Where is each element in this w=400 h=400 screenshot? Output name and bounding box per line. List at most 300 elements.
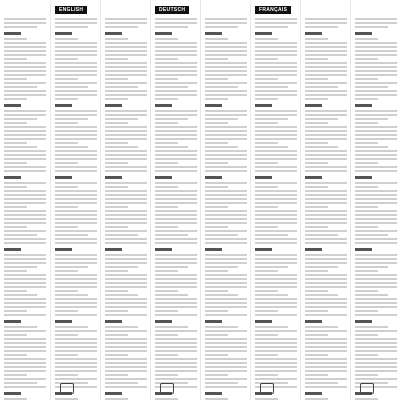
text-line xyxy=(355,86,388,88)
text-line xyxy=(155,202,197,204)
text-line xyxy=(105,170,147,172)
text-line xyxy=(55,334,78,336)
text-line xyxy=(205,18,247,20)
text-line xyxy=(4,66,46,68)
section-heading xyxy=(255,248,272,251)
text-line xyxy=(105,298,147,300)
text-line xyxy=(355,82,397,84)
text-line xyxy=(4,162,27,164)
text-line xyxy=(355,42,397,44)
text-line xyxy=(55,142,78,144)
text-line xyxy=(355,342,397,344)
text-line xyxy=(155,242,197,244)
text-line xyxy=(205,130,247,132)
section-heading xyxy=(255,320,272,323)
text-line xyxy=(355,66,397,68)
section-heading xyxy=(205,392,222,395)
text-line xyxy=(155,74,197,76)
text-line xyxy=(205,298,247,300)
section-heading xyxy=(205,32,222,35)
text-line xyxy=(205,126,247,128)
section-heading xyxy=(4,176,21,179)
text-line xyxy=(305,370,347,372)
section-heading xyxy=(355,176,372,179)
text-line xyxy=(105,146,138,148)
text-line xyxy=(205,54,247,56)
text-line xyxy=(255,130,297,132)
text-line xyxy=(105,82,147,84)
text-line xyxy=(105,94,147,96)
text-line xyxy=(305,94,347,96)
text-line xyxy=(355,18,397,20)
text-line xyxy=(55,274,97,276)
section-heading xyxy=(105,248,122,251)
text-line xyxy=(55,158,97,160)
text-line xyxy=(155,42,197,44)
text-line xyxy=(255,310,278,312)
text-line xyxy=(355,258,397,260)
text-line xyxy=(4,238,46,240)
text-line xyxy=(255,74,297,76)
text-line xyxy=(55,50,97,52)
column-1-text xyxy=(4,18,46,392)
text-line xyxy=(355,370,397,372)
text-line xyxy=(305,170,347,172)
text-line xyxy=(355,54,397,56)
text-line xyxy=(155,238,197,240)
text-line xyxy=(55,362,97,364)
text-line xyxy=(205,302,247,304)
text-line xyxy=(155,110,197,112)
text-line xyxy=(105,278,147,280)
text-line xyxy=(205,94,247,96)
text-line xyxy=(255,266,288,268)
text-line xyxy=(255,366,297,368)
text-line xyxy=(105,190,147,192)
text-line xyxy=(155,330,197,332)
section-heading xyxy=(355,320,372,323)
text-line xyxy=(355,182,397,184)
column-5-text xyxy=(205,18,247,392)
text-line xyxy=(155,66,197,68)
text-line xyxy=(305,218,347,220)
text-line xyxy=(355,122,378,124)
text-line xyxy=(105,134,147,136)
text-line xyxy=(105,142,128,144)
text-line xyxy=(255,214,297,216)
text-line xyxy=(155,46,197,48)
text-line xyxy=(55,82,97,84)
text-line xyxy=(205,266,238,268)
text-line xyxy=(305,366,347,368)
text-line xyxy=(55,258,97,260)
text-line xyxy=(155,362,197,364)
text-line xyxy=(305,158,347,160)
text-line xyxy=(55,286,97,288)
text-line xyxy=(4,366,46,368)
text-line xyxy=(4,314,46,316)
text-line xyxy=(105,138,147,140)
text-line xyxy=(255,210,297,212)
text-line xyxy=(55,98,78,100)
text-line xyxy=(255,302,297,304)
text-line xyxy=(4,50,46,52)
text-line xyxy=(4,46,46,48)
text-line xyxy=(55,266,88,268)
text-line xyxy=(105,230,147,232)
column-2-tab: ENGLISH xyxy=(55,6,87,14)
text-line xyxy=(55,94,97,96)
text-line xyxy=(205,386,247,388)
text-line xyxy=(205,58,228,60)
text-line xyxy=(205,282,247,284)
text-line xyxy=(205,338,247,340)
text-line xyxy=(105,166,147,168)
text-line xyxy=(305,266,338,268)
text-line xyxy=(355,358,397,360)
text-line xyxy=(55,74,97,76)
text-line xyxy=(55,110,97,112)
section-heading xyxy=(155,176,172,179)
text-line xyxy=(55,38,78,40)
text-line xyxy=(155,234,188,236)
text-line xyxy=(155,186,178,188)
text-line xyxy=(305,302,347,304)
text-line xyxy=(155,22,197,24)
text-line xyxy=(155,270,178,272)
text-line xyxy=(255,134,297,136)
text-line xyxy=(105,254,147,256)
text-line xyxy=(4,262,46,264)
text-line xyxy=(4,286,46,288)
text-line xyxy=(205,358,247,360)
text-line xyxy=(55,170,97,172)
text-line xyxy=(205,98,228,100)
text-line xyxy=(305,114,347,116)
text-line xyxy=(305,130,347,132)
text-line xyxy=(55,58,78,60)
text-line xyxy=(205,382,238,384)
text-line xyxy=(205,186,228,188)
text-line xyxy=(55,354,78,356)
text-line xyxy=(55,254,97,256)
text-line xyxy=(205,134,247,136)
text-line xyxy=(255,110,297,112)
text-line xyxy=(205,146,238,148)
text-line xyxy=(55,114,97,116)
text-line xyxy=(255,290,278,292)
text-line xyxy=(255,374,278,376)
text-line xyxy=(55,126,97,128)
section-heading xyxy=(305,248,322,251)
section-heading xyxy=(4,248,21,251)
text-line xyxy=(205,274,247,276)
text-line xyxy=(155,194,197,196)
text-line xyxy=(255,78,278,80)
text-line xyxy=(255,162,278,164)
text-line xyxy=(155,378,197,380)
text-line xyxy=(4,382,37,384)
text-line xyxy=(305,62,347,64)
section-heading xyxy=(205,176,222,179)
text-line xyxy=(255,194,297,196)
text-line xyxy=(205,258,247,260)
text-line xyxy=(105,154,147,156)
text-line xyxy=(55,122,78,124)
text-line xyxy=(55,66,97,68)
text-line xyxy=(355,162,378,164)
text-line xyxy=(355,290,378,292)
section-heading xyxy=(105,176,122,179)
section-heading xyxy=(155,248,172,251)
text-line xyxy=(55,230,97,232)
text-line xyxy=(255,86,288,88)
text-line xyxy=(255,98,278,100)
section-heading xyxy=(305,32,322,35)
text-line xyxy=(305,118,338,120)
text-line xyxy=(4,98,27,100)
text-line xyxy=(305,98,328,100)
text-line xyxy=(305,358,347,360)
text-line xyxy=(305,74,347,76)
text-line xyxy=(55,314,97,316)
text-line xyxy=(4,258,46,260)
text-line xyxy=(105,70,147,72)
text-line xyxy=(4,294,37,296)
text-line xyxy=(305,138,347,140)
text-line xyxy=(355,362,397,364)
text-line xyxy=(305,290,328,292)
section-heading xyxy=(205,320,222,323)
text-line xyxy=(105,366,147,368)
text-line xyxy=(255,50,297,52)
section-heading xyxy=(105,392,122,395)
text-line xyxy=(355,38,378,40)
text-line xyxy=(105,18,147,20)
text-line xyxy=(155,326,188,328)
text-line xyxy=(355,266,388,268)
text-line xyxy=(155,50,197,52)
text-line xyxy=(355,262,397,264)
text-line xyxy=(155,294,188,296)
text-line xyxy=(205,74,247,76)
text-line xyxy=(305,50,347,52)
text-line xyxy=(205,218,247,220)
text-line xyxy=(205,138,247,140)
text-line xyxy=(105,150,147,152)
text-line xyxy=(105,238,147,240)
column-2-text xyxy=(55,18,97,392)
text-line xyxy=(355,114,397,116)
text-line xyxy=(255,362,297,364)
text-line xyxy=(305,18,347,20)
text-line xyxy=(55,218,97,220)
text-line xyxy=(105,86,138,88)
section-heading xyxy=(4,104,21,107)
text-line xyxy=(255,158,297,160)
text-line xyxy=(305,42,347,44)
text-line xyxy=(255,22,297,24)
text-line xyxy=(155,346,197,348)
text-line xyxy=(305,146,338,148)
text-line xyxy=(255,334,278,336)
text-line xyxy=(205,142,228,144)
text-line xyxy=(355,274,397,276)
text-line xyxy=(305,66,347,68)
section-heading xyxy=(205,248,222,251)
text-line xyxy=(4,182,46,184)
text-line xyxy=(155,142,178,144)
text-line xyxy=(105,22,147,24)
text-line xyxy=(105,266,138,268)
text-line xyxy=(155,366,197,368)
text-line xyxy=(4,326,37,328)
text-line xyxy=(255,242,297,244)
text-line xyxy=(205,326,238,328)
column-6 xyxy=(250,0,301,400)
text-line xyxy=(255,190,297,192)
text-line xyxy=(105,182,147,184)
text-line xyxy=(105,74,147,76)
text-line xyxy=(255,254,297,256)
text-line xyxy=(255,26,288,28)
text-line xyxy=(255,154,297,156)
section-heading xyxy=(305,176,322,179)
text-line xyxy=(205,346,247,348)
text-line xyxy=(105,26,138,28)
text-line xyxy=(55,42,97,44)
text-line xyxy=(105,126,147,128)
text-line xyxy=(4,214,46,216)
text-line xyxy=(205,90,247,92)
text-line xyxy=(105,58,128,60)
text-line xyxy=(355,26,388,28)
text-line xyxy=(155,290,178,292)
column-5 xyxy=(200,0,251,400)
text-line xyxy=(305,314,347,316)
text-line xyxy=(305,270,328,272)
text-line xyxy=(4,374,27,376)
text-line xyxy=(305,198,347,200)
text-line xyxy=(155,374,178,376)
text-line xyxy=(4,282,46,284)
text-line xyxy=(55,326,88,328)
text-line xyxy=(205,82,247,84)
text-line xyxy=(155,190,197,192)
text-line xyxy=(305,374,328,376)
text-line xyxy=(105,386,147,388)
text-line xyxy=(355,242,397,244)
text-line xyxy=(305,46,347,48)
text-line xyxy=(155,214,197,216)
text-line xyxy=(255,146,288,148)
text-line xyxy=(4,202,46,204)
text-line xyxy=(355,298,397,300)
text-line xyxy=(105,374,128,376)
text-line xyxy=(55,134,97,136)
text-line xyxy=(4,274,46,276)
text-line xyxy=(155,150,197,152)
text-line xyxy=(305,134,347,136)
text-line xyxy=(305,338,347,340)
text-line xyxy=(155,130,197,132)
text-line xyxy=(55,242,97,244)
text-line xyxy=(155,70,197,72)
text-line xyxy=(105,242,147,244)
text-line xyxy=(155,198,197,200)
text-line xyxy=(255,346,297,348)
text-line xyxy=(55,282,97,284)
text-line xyxy=(4,78,27,80)
text-line xyxy=(55,290,78,292)
text-line xyxy=(155,266,188,268)
text-line xyxy=(155,122,178,124)
text-line xyxy=(55,146,88,148)
text-line xyxy=(205,350,247,352)
text-line xyxy=(105,214,147,216)
text-line xyxy=(255,262,297,264)
text-line xyxy=(155,370,197,372)
text-line xyxy=(105,290,128,292)
text-line xyxy=(255,222,297,224)
text-line xyxy=(255,326,288,328)
text-line xyxy=(55,18,97,20)
text-line xyxy=(4,138,46,140)
text-line xyxy=(155,170,197,172)
text-line xyxy=(155,54,197,56)
text-line xyxy=(255,278,297,280)
text-line xyxy=(305,210,347,212)
text-line xyxy=(55,358,97,360)
text-line xyxy=(205,202,247,204)
text-line xyxy=(4,230,46,232)
text-line xyxy=(105,346,147,348)
text-line xyxy=(205,278,247,280)
text-line xyxy=(205,362,247,364)
text-line xyxy=(155,134,197,136)
text-line xyxy=(255,230,297,232)
text-line xyxy=(105,286,147,288)
text-line xyxy=(255,70,297,72)
text-line xyxy=(4,154,46,156)
text-line xyxy=(105,118,138,120)
text-line xyxy=(155,314,197,316)
text-line xyxy=(205,190,247,192)
text-line xyxy=(155,158,197,160)
text-line xyxy=(4,330,46,332)
text-line xyxy=(105,222,147,224)
text-line xyxy=(205,254,247,256)
text-line xyxy=(105,66,147,68)
text-line xyxy=(155,114,197,116)
text-line xyxy=(355,294,388,296)
text-line xyxy=(205,242,247,244)
text-line xyxy=(305,166,347,168)
text-line xyxy=(255,46,297,48)
text-line xyxy=(205,230,247,232)
text-line xyxy=(4,210,46,212)
text-line xyxy=(4,42,46,44)
text-line xyxy=(155,302,197,304)
text-line xyxy=(155,230,197,232)
text-line xyxy=(4,190,46,192)
section-heading xyxy=(155,32,172,35)
text-line xyxy=(4,302,46,304)
text-line xyxy=(205,374,228,376)
text-line xyxy=(205,194,247,196)
section-heading xyxy=(105,104,122,107)
text-line xyxy=(305,190,347,192)
